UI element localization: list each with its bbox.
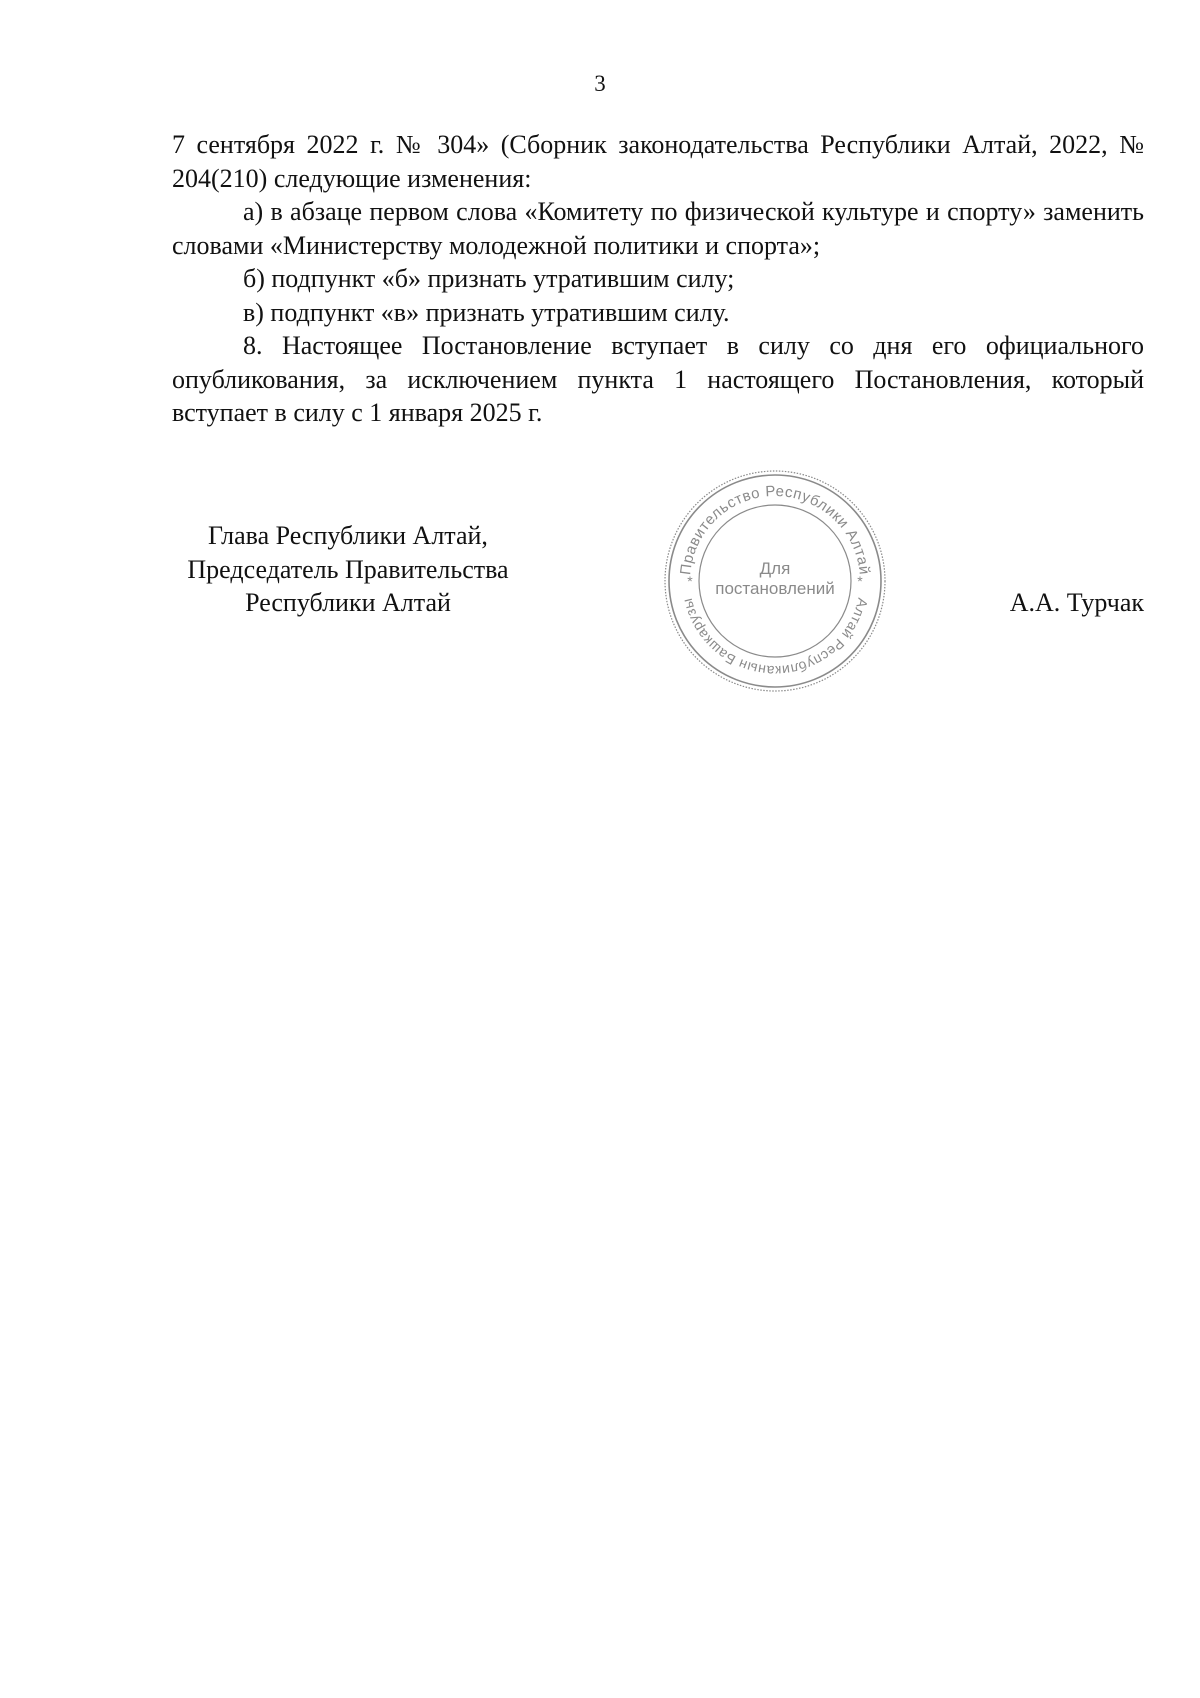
page-number: 3 <box>594 71 606 96</box>
paragraph-subitem-v: в) подпункт «в» признать утратившим силу. <box>243 297 730 327</box>
paragraph-subitem-a: а) в абзаце первом слова «Комитету по физической культуре и спорту» заменить словами «Министерству молодежной политики и спорта»; <box>172 197 1144 260</box>
seal-center-line-1: Для <box>759 559 791 578</box>
document-body <box>172 128 1144 430</box>
signatory-position <box>172 519 524 620</box>
paragraph-item-8: 8. Настоящее Постановление вступает в силу со дня его официального опубликования, за исключением пункта 1 настоящего Постановления, который вступает в силу с 1 января 2025 г. <box>172 331 1144 427</box>
seal-outer-text-top-path: Правительство Республики Алтай <box>677 482 873 576</box>
signatory-position-line: Республики Алтай <box>245 588 451 617</box>
seal-star-right-icon: * <box>857 573 863 589</box>
paragraph-subitem-b: б) подпункт «б» признать утратившим силу; <box>243 264 735 293</box>
signatory-position-line: Глава Республики Алтай, <box>208 521 488 550</box>
signatory-name: А.А. Турчак <box>1009 588 1144 617</box>
paragraph-continuation: 7 сентября 2022 г. № 304» (Сборник законодательства Республики Алтай, 2022, № 204(210) следующие изменения: <box>172 130 1144 193</box>
seal-outer-text-bottom <box>679 596 871 679</box>
seal-star-left-icon: * <box>687 573 693 589</box>
signatory-position-line: Председатель Правительства <box>187 554 509 584</box>
seal-outer-text-bottom-path: Алтай Республиканын Башкарузы <box>678 596 872 680</box>
official-seal <box>662 468 888 694</box>
seal-graphic <box>662 468 888 694</box>
seal-center-line-2: постановлений <box>715 579 835 598</box>
